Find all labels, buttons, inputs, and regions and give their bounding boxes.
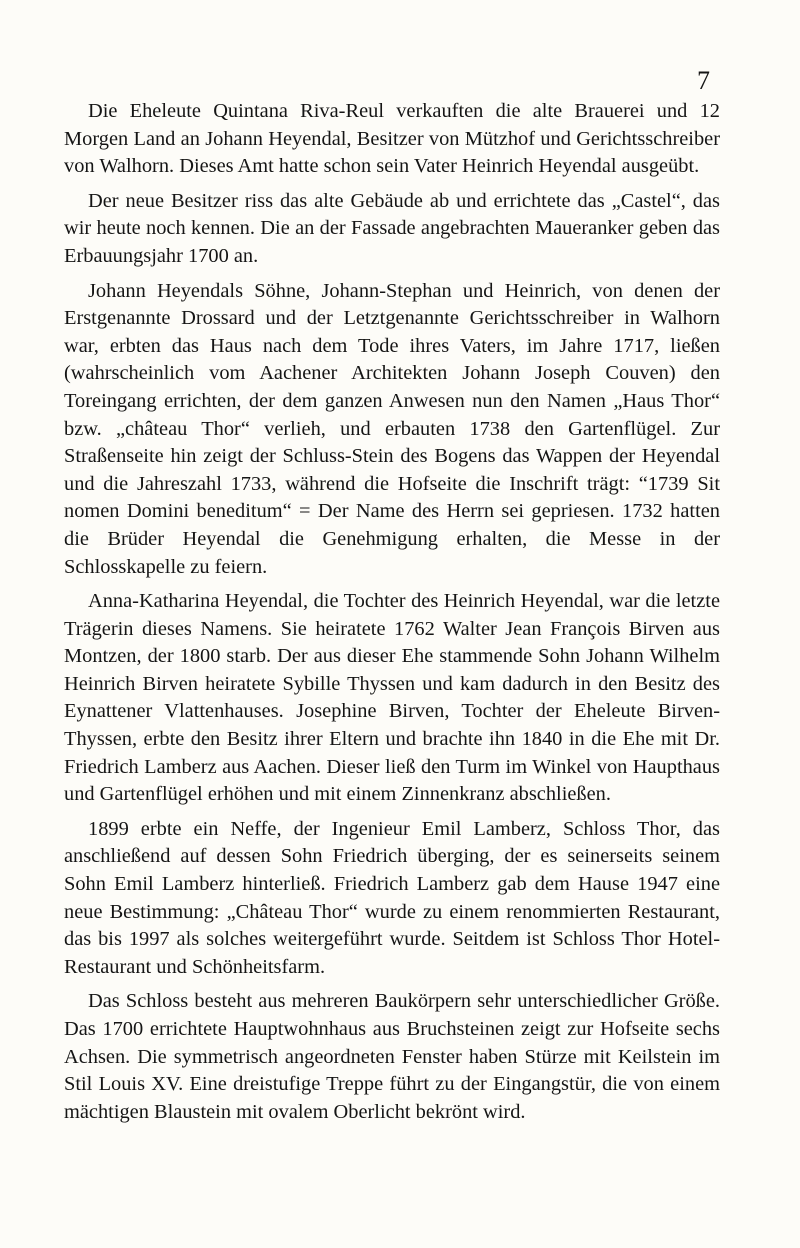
paragraph-1: Die Eheleute Quintana Riva-Reul verkauften die alte Brauerei und 12 Morgen Land an Johann Heyendal, Besitzer von Mützhof und Gerichtsschreiber von Walhorn. Dieses Amt hatte schon sein Vater Heinrich Heyendal ausgeübt. (64, 100, 720, 178)
paragraph-4: Anna-Katharina Heyendal, die Tochter des Heinrich Heyendal, war die letzte Trägerin dieses Namens. Sie heiratete 1762 Walter Jean François Birven aus Montzen, der 1800 starb. Der aus dieser Ehe stammende Sohn Johann Wilhelm Heinrich Birven heiratete Sybille Thyssen und kam dadurch in den Besitz des Eynattener Vlattenhauses. Josephine Birven, Tochter der Eheleute Birven-Thyssen, erbte den Besitz ihrer Eltern und brachte ihn 1840 in die Ehe mit Dr. Friedrich Lamberz aus Aachen. Dieser ließ den Turm im Winkel von Haupthaus und Gartenflügel erhöhen und mit einem Zinnenkranz abschließen. (64, 590, 720, 806)
body-text (64, 98, 720, 1133)
page-number: 7 (697, 66, 710, 95)
paragraph-2: Der neue Besitzer riss das alte Gebäude ab und errichtete das „Castel“, das wir heute noch kennen. Die an der Fassade angebrachten Maueranker geben das Erbauungsjahr 1700 an. (64, 189, 720, 267)
paragraph-5: 1899 erbte ein Neffe, der Ingenieur Emil Lamberz, Schloss Thor, das anschließend auf dessen Sohn Friedrich überging, der es seinerseits seinem Sohn Emil Lamberz hinterließ. Friedrich Lamberz gab dem Hause 1947 eine neue Bestimmung: „Château Thor“ wurde zu einem renommierten Restaurant, das bis 1997 als solches weitergeführt wurde. Seitdem ist Schloss Thor Hotel-Restaurant und Schönheitsfarm. (64, 817, 720, 978)
paragraph-6: Das Schloss besteht aus mehreren Baukörpern sehr unterschiedlicher Größe. Das 1700 errichtete Hauptwohnhaus aus Bruchsteinen zeigt zur Hofseite sechs Achsen. Die symmetrisch angeordneten Fenster haben Stürze mit Keilstein im Stil Louis XV. Eine dreistufige Treppe führt zu der Eingangstür, die von einem mächtigen Blaustein mit ovalem Oberlicht bekrönt wird. (64, 990, 720, 1123)
paragraph-3: Johann Heyendals Söhne, Johann-Stephan und Heinrich, von denen der Erstgenannte Drossard und der Letztgenannte Gerichtsschreiber in Walhorn war, erbten das Haus nach dem Tode ihres Vaters, im Jahre 1717, ließen (wahrscheinlich vom Aachener Architekten Johann Joseph Couven) den Toreingang errichten, der dem ganzen Anwesen nun den Namen „Haus Thor“ bzw. „château Thor“ verlieh, und erbauten 1738 den Gartenflügel. Zur Straßenseite hin zeigt der Schluss-Stein des Bogens das Wappen der Heyendal und die Jahreszahl 1733, während die Hofseite die Inschrift trägt: “1739 Sit nomen Domini beneditum“ = Der Name des Herrn sei gepriesen. 1732 hatten die Brüder Heyendal die Genehmigung erhalten, die Messe in der Schlosskapelle zu feiern. (64, 279, 720, 578)
